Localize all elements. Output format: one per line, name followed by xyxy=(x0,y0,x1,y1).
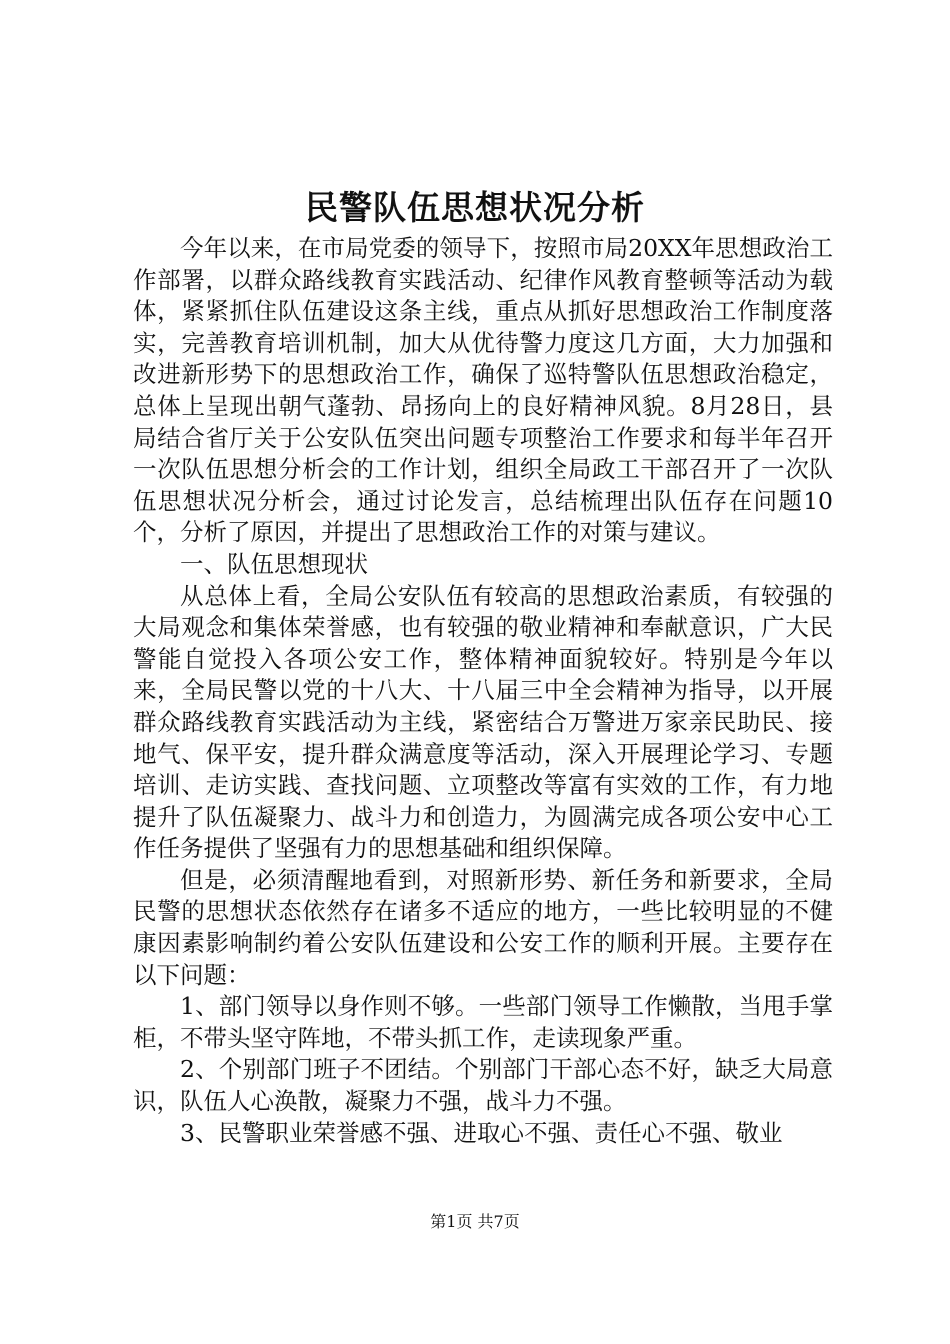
list-item-2: 2、个别部门班子不团结。个别部门干部心态不好，缺乏大局意识，队伍人心涣散，凝聚力不强，战斗力不强。 xyxy=(133,1055,833,1116)
paragraph-problems: 但是，必须清醒地看到，对照新形势、新任务和新要求，全局民警的思想状态依然存在诸多不适应的地方，一些比较明显的不健康因素影响制约着公安队伍建设和公安工作的顺利开展。主要存在以下问题： xyxy=(133,865,833,989)
list-item-3: 3、民警职业荣誉感不强、进取心不强、责任心不强、敬业 xyxy=(180,1118,783,1147)
document-body xyxy=(133,233,833,1149)
section-heading: 一、队伍思想现状 xyxy=(180,549,368,578)
page-footer: 第1页 共7页 xyxy=(430,1212,520,1231)
paragraph-overview: 从总体上看，全局公安队伍有较高的思想政治素质，有较强的大局观念和集体荣誉感，也有较强的敬业精神和奉献意识，广大民警能自觉投入各项公安工作，整体精神面貌较好。特别是今年以来，全局民警以党的十八大、十八届三中全会精神为指导，以开展群众路线教育实践活动为主线，紧密结合万警进万家亲民助民、接地气、保平安，提升群众满意度等活动，深入开展理论学习、专题培训、走访实践、查找问题、立项整改等富有实效的工作，有力地提升了队伍凝聚力、战斗力和创造力，为圆满完成各项公安中心工作任务提供了坚强有力的思想基础和组织保障。 xyxy=(133,581,833,863)
page-title: 民警队伍思想状况分析 xyxy=(305,188,645,227)
paragraph-intro: 今年以来，在市局党委的领导下，按照市局20XX年思想政治工作部署，以群众路线教育实践活动、纪律作风教育整顿等活动为载体，紧紧抓住队伍建设这条主线，重点从抓好思想政治工作制度落实，完善教育培训机制，加大从优待警力度这几方面，大力加强和改进新形势下的思想政治工作，确保了巡特警队伍思想政治稳定，总体上呈现出朝气蓬勃、昂扬向上的良好精神风貌。8月28日，县局结合省厅关于公安队伍突出问题专项整治工作要求和每半年召开一次队伍思想分析会的工作计划，组织全局政工干部召开了一次队伍思想状况分析会，通过讨论发言，总结梳理出队伍存在问题10个，分析了原因，并提出了思想政治工作的对策与建议。 xyxy=(133,234,833,547)
list-item-1: 1、部门领导以身作则不够。一些部门领导工作懒散，当甩手掌柜，不带头坚守阵地，不带头抓工作，走读现象严重。 xyxy=(133,992,833,1052)
